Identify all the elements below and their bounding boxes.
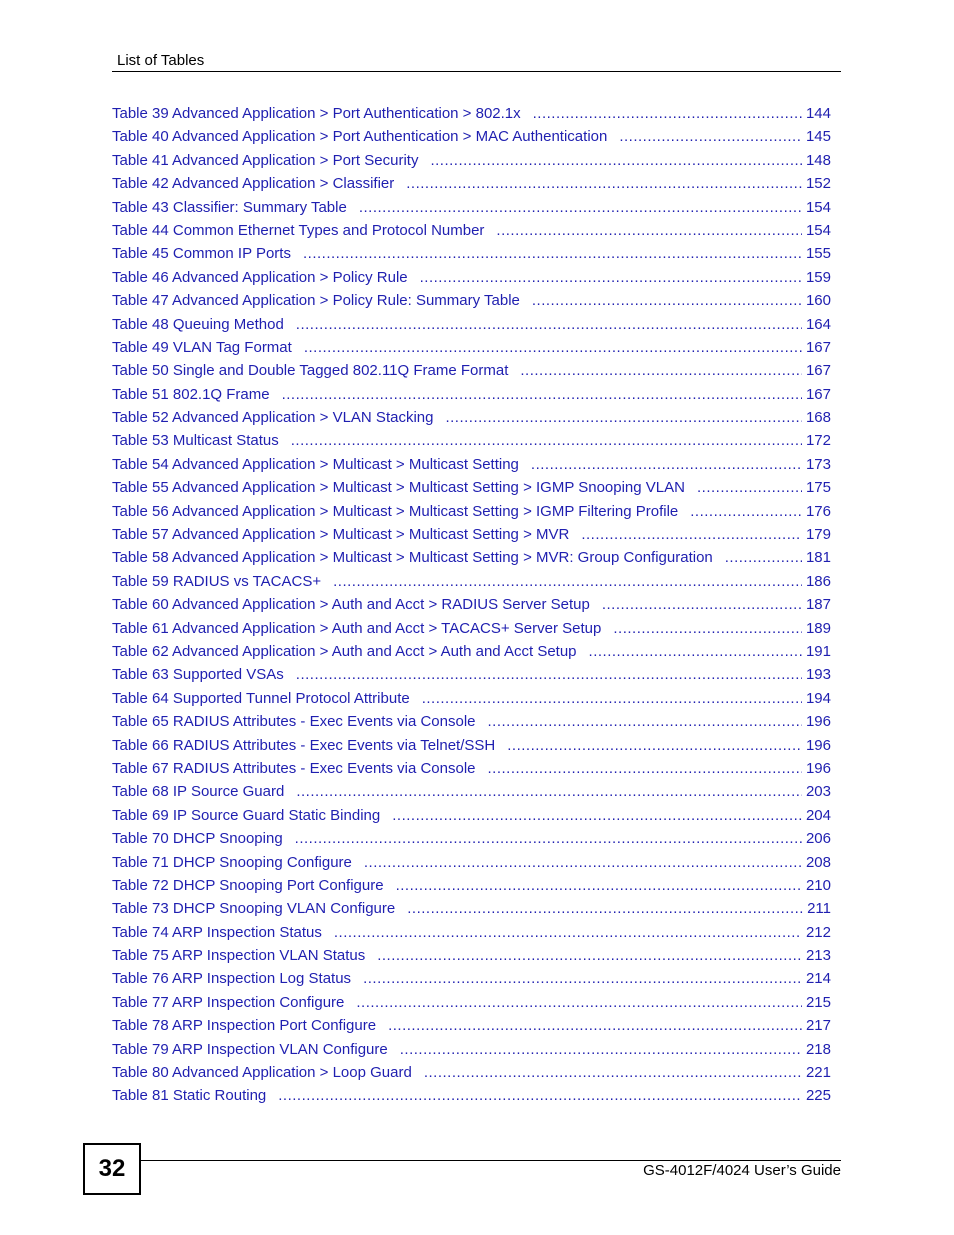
toc-item [112,900,831,923]
footer-divider [139,1160,841,1161]
toc-entry-link[interactable] [112,409,831,432]
toc-item [112,199,831,222]
dot-leader [392,807,802,824]
toc-entry-label: Table 57 Advanced Application > Multicast > Multicast Setting > MVR [112,526,570,544]
toc-entry-page: 159 [805,268,831,286]
dot-leader [619,128,802,145]
dot-leader [278,1087,802,1104]
toc-entry-label: Table 48 Queuing Method [112,315,284,333]
toc-item [112,994,831,1017]
toc-entry-link[interactable] [112,783,831,806]
dot-leader [496,222,802,239]
toc-entry-link[interactable] [112,1041,831,1064]
toc-entry-page: 145 [805,128,831,146]
toc-item [112,269,831,292]
dot-leader [377,947,802,964]
toc-item [112,105,831,128]
toc-entry-page: 221 [805,1064,831,1082]
toc-item [112,596,831,619]
toc-entry-link[interactable] [112,339,831,362]
toc-item [112,245,831,268]
toc-item [112,339,831,362]
toc-entry-page: 186 [805,572,831,590]
toc-item [112,737,831,760]
toc-entry-label: Table 80 Advanced Application > Loop Guard [112,1064,412,1082]
dot-leader [334,924,802,941]
toc-entry-label: Table 78 ARP Inspection Port Configure [112,1017,377,1035]
toc-item [112,386,831,409]
toc-entry-link[interactable] [112,620,831,643]
dot-leader [532,292,802,309]
dot-leader [420,269,802,286]
toc-entry-label: Table 44 Common Ethernet Types and Protocol Number [112,221,485,239]
toc-item [112,362,831,385]
toc-entry-page: 155 [805,245,831,263]
toc-item [112,970,831,993]
toc-entry-link[interactable] [112,503,831,526]
toc-entry-link[interactable] [112,947,831,970]
toc-entry-label: Table 71 DHCP Snooping Configure [112,853,352,871]
toc-item [112,830,831,853]
toc-entry-page: 217 [805,1017,831,1035]
toc-entry-page: 148 [805,151,831,169]
toc-entry-link[interactable] [112,386,831,409]
toc-entry-page: 173 [805,455,831,473]
toc-entry-label: Table 50 Single and Double Tagged 802.11Q Frame Format [112,362,509,380]
dot-leader [531,456,802,473]
toc-entry-link[interactable] [112,362,831,385]
toc-item [112,854,831,877]
toc-entry-link[interactable] [112,877,831,900]
dot-leader [602,596,802,613]
toc-item [112,479,831,502]
toc-entry-link[interactable] [112,900,831,923]
dot-leader [507,737,802,754]
toc-entry-page: 164 [805,315,831,333]
toc-entry-page: 167 [805,338,831,356]
toc-entry-label: Table 81 Static Routing [112,1087,267,1105]
toc-entry-page: 196 [805,759,831,777]
toc-entry-link[interactable] [112,737,831,760]
toc-entry-link[interactable] [112,269,831,292]
toc-entry-label: Table 60 Advanced Application > Auth and Acct > RADIUS Server Setup [112,596,590,614]
toc-entry-page: 214 [805,970,831,988]
toc-entry-page: 212 [805,923,831,941]
toc-entry-link[interactable] [112,666,831,689]
toc-entry-label: Table 64 Supported Tunnel Protocol Attribute [112,689,410,707]
toc-entry-page: 194 [805,689,831,707]
toc-entry-page: 189 [805,619,831,637]
toc-item [112,643,831,666]
toc-entry-link[interactable] [112,245,831,268]
toc-entry-page: 191 [805,642,831,660]
toc-item [112,947,831,970]
toc-entry-label: Table 69 IP Source Guard Static Binding [112,806,381,824]
dot-leader [725,549,802,566]
toc-entry-link[interactable] [112,175,831,198]
toc-entry-label: Table 52 Advanced Application > VLAN Stacking [112,409,434,427]
toc-entry-link[interactable] [112,479,831,502]
toc-item [112,526,831,549]
header-divider [112,71,841,72]
toc-entry-page: 168 [805,409,831,427]
toc-entry-link[interactable] [112,830,831,853]
toc-entry-page: 206 [805,830,831,848]
toc-entry-link[interactable] [112,994,831,1017]
toc-entry-label: Table 75 ARP Inspection VLAN Status [112,947,366,965]
toc-item [112,713,831,736]
toc-entry-link[interactable] [112,199,831,222]
toc-entry-link[interactable] [112,316,831,339]
dot-leader [407,900,803,917]
toc-item [112,409,831,432]
dot-leader [388,1017,802,1034]
dot-leader [364,854,802,871]
dot-leader [282,386,802,403]
dot-leader [581,526,802,543]
toc-entry-link[interactable] [112,105,831,128]
page-number: 32 [83,1143,141,1195]
toc-entry-label: Table 61 Advanced Application > Auth and Acct > TACACS+ Server Setup [112,619,602,637]
dot-leader [406,175,802,192]
toc-entry-link[interactable] [112,807,831,830]
toc-entry-link[interactable] [112,690,831,713]
toc-entry-label: Table 40 Advanced Application > Port Authentication > MAC Authentication [112,128,608,146]
dot-leader [304,339,802,356]
toc-entry-label: Table 77 ARP Inspection Configure [112,993,345,1011]
dot-leader [424,1064,802,1081]
dot-leader [697,479,802,496]
toc-entry-link[interactable] [112,1017,831,1040]
toc-entry-link[interactable] [112,456,831,479]
toc-entry-page: 176 [805,502,831,520]
dot-leader [400,1041,802,1058]
toc-item [112,292,831,315]
toc-entry-label: Table 58 Advanced Application > Multicast > Multicast Setting > MVR: Group Configuration [112,549,713,567]
toc-entry-label: Table 73 DHCP Snooping VLAN Configure [112,900,396,918]
toc-entry-link[interactable] [112,549,831,572]
dot-leader [356,994,802,1011]
toc-entry-link[interactable] [112,643,831,666]
dot-leader [533,105,802,122]
dot-leader [613,620,802,637]
toc-entry-label: Table 49 VLAN Tag Format [112,338,292,356]
toc-item [112,666,831,689]
toc-entry-label: Table 68 IP Source Guard [112,783,285,801]
toc-entry-page: 196 [805,736,831,754]
toc-entry-label: Table 42 Advanced Application > Classifier [112,175,395,193]
toc-entry-label: Table 79 ARP Inspection VLAN Configure [112,1040,388,1058]
toc-entry-label: Table 74 ARP Inspection Status [112,923,322,941]
toc-item [112,807,831,830]
toc-item [112,1087,831,1110]
toc-entry-label: Table 66 RADIUS Attributes - Exec Events via Telnet/SSH [112,736,496,754]
toc-entry-link[interactable] [112,713,831,736]
toc-entry-label: Table 39 Advanced Application > Port Authentication > 802.1x [112,105,521,122]
toc-entry-link[interactable] [112,573,831,596]
dot-leader [296,666,802,683]
toc-item [112,222,831,245]
dot-leader [295,830,802,847]
toc-entry-page: 160 [805,292,831,310]
toc-entry-link[interactable] [112,924,831,947]
toc-entry-link[interactable] [112,432,831,455]
toc-entry-label: Table 46 Advanced Application > Policy Rule [112,268,408,286]
dot-leader [488,713,802,730]
toc-item [112,573,831,596]
toc-entry-link[interactable] [112,854,831,877]
toc-entry-page: 181 [805,549,831,567]
dot-leader [291,432,802,449]
dot-leader [333,573,802,590]
toc-item [112,1017,831,1040]
toc-item [112,128,831,151]
toc-item [112,152,831,175]
dot-leader [359,199,802,216]
toc-item [112,760,831,783]
toc-entry-link[interactable] [112,760,831,783]
toc-entry-label: Table 55 Advanced Application > Multicast > Multicast Setting > IGMP Snooping VLAN [112,479,685,497]
toc-entry-link[interactable] [112,292,831,315]
section-title: List of Tables [117,52,205,69]
toc-entry-label: Table 45 Common IP Ports [112,245,291,263]
toc-entry-link[interactable] [112,152,831,175]
toc-entry-link[interactable] [112,970,831,993]
toc-item [112,456,831,479]
toc-entry-label: Table 76 ARP Inspection Log Status [112,970,352,988]
toc-item [112,432,831,455]
toc-entry-label: Table 67 RADIUS Attributes - Exec Events via Console [112,759,476,777]
toc-entry-label: Table 59 RADIUS vs TACACS+ [112,572,322,590]
toc-entry-page: 218 [805,1040,831,1058]
toc-entry-link[interactable] [112,526,831,549]
toc-entry-page: 175 [805,479,831,497]
dot-leader [445,409,802,426]
toc-entry-label: Table 63 Supported VSAs [112,666,284,684]
toc-entry-page: 215 [805,993,831,1011]
toc-entry-label: Table 62 Advanced Application > Auth and Acct > Auth and Acct Setup [112,642,577,660]
toc-entry-page: 167 [805,385,831,403]
toc-entry-label: Table 56 Advanced Application > Multicast > Multicast Setting > IGMP Filtering Profile [112,502,679,520]
toc-entry-page: 204 [805,806,831,824]
dot-leader [396,877,802,894]
toc-entry-page: 203 [805,783,831,801]
dot-leader [296,783,802,800]
guide-title: GS-4012F/4024 User’s Guide [643,1162,841,1179]
dot-leader [296,316,802,333]
toc-entry-label: Table 41 Advanced Application > Port Security [112,151,419,169]
toc-entry-label: Table 53 Multicast Status [112,432,279,450]
toc-item [112,924,831,947]
toc-item [112,1064,831,1087]
toc-entry-page: 187 [805,596,831,614]
toc-item [112,690,831,713]
toc-item [112,175,831,198]
toc-entry-page: 213 [805,947,831,965]
toc-entry-link[interactable] [112,222,831,245]
dot-leader [430,152,802,169]
toc-entry-label: Table 47 Advanced Application > Policy Rule: Summary Table [112,292,520,310]
dot-leader [690,503,802,520]
toc-entry-label: Table 54 Advanced Application > Multicast > Multicast Setting [112,455,519,473]
dot-leader [520,362,802,379]
dot-leader [589,643,802,660]
list-of-tables [112,105,831,1111]
toc-entry-page: 196 [805,713,831,731]
toc-entry-page: 210 [805,876,831,894]
toc-entry-label: Table 72 DHCP Snooping Port Configure [112,876,384,894]
toc-item [112,877,831,900]
toc-item [112,549,831,572]
toc-entry-label: Table 70 DHCP Snooping [112,830,283,848]
toc-entry-page: 172 [805,432,831,450]
dot-leader [422,690,802,707]
toc-entry-link[interactable] [112,596,831,619]
toc-item [112,783,831,806]
toc-entry-link[interactable] [112,1064,831,1087]
toc-entry-page: 193 [805,666,831,684]
toc-item [112,316,831,339]
dot-leader [488,760,802,777]
toc-entry-label: Table 65 RADIUS Attributes - Exec Events via Console [112,713,476,731]
toc-item [112,503,831,526]
toc-item [112,1041,831,1064]
toc-entry-page: 179 [805,526,831,544]
toc-entry-page: 167 [805,362,831,380]
dot-leader [303,245,802,262]
toc-entry-link[interactable] [112,128,831,151]
toc-item [112,620,831,643]
dot-leader [363,970,802,987]
toc-entry-label: Table 51 802.1Q Frame [112,385,270,403]
toc-entry-link[interactable] [112,1087,831,1110]
toc-entry-page: 208 [805,853,831,871]
toc-entry-label: Table 43 Classifier: Summary Table [112,198,347,216]
toc-entry-page: 225 [805,1087,831,1105]
toc-entry-page: 154 [805,221,831,239]
toc-entry-page: 144 [805,105,831,122]
toc-entry-page: 211 [807,900,831,918]
toc-entry-page: 152 [805,175,831,193]
toc-entry-page: 154 [805,198,831,216]
